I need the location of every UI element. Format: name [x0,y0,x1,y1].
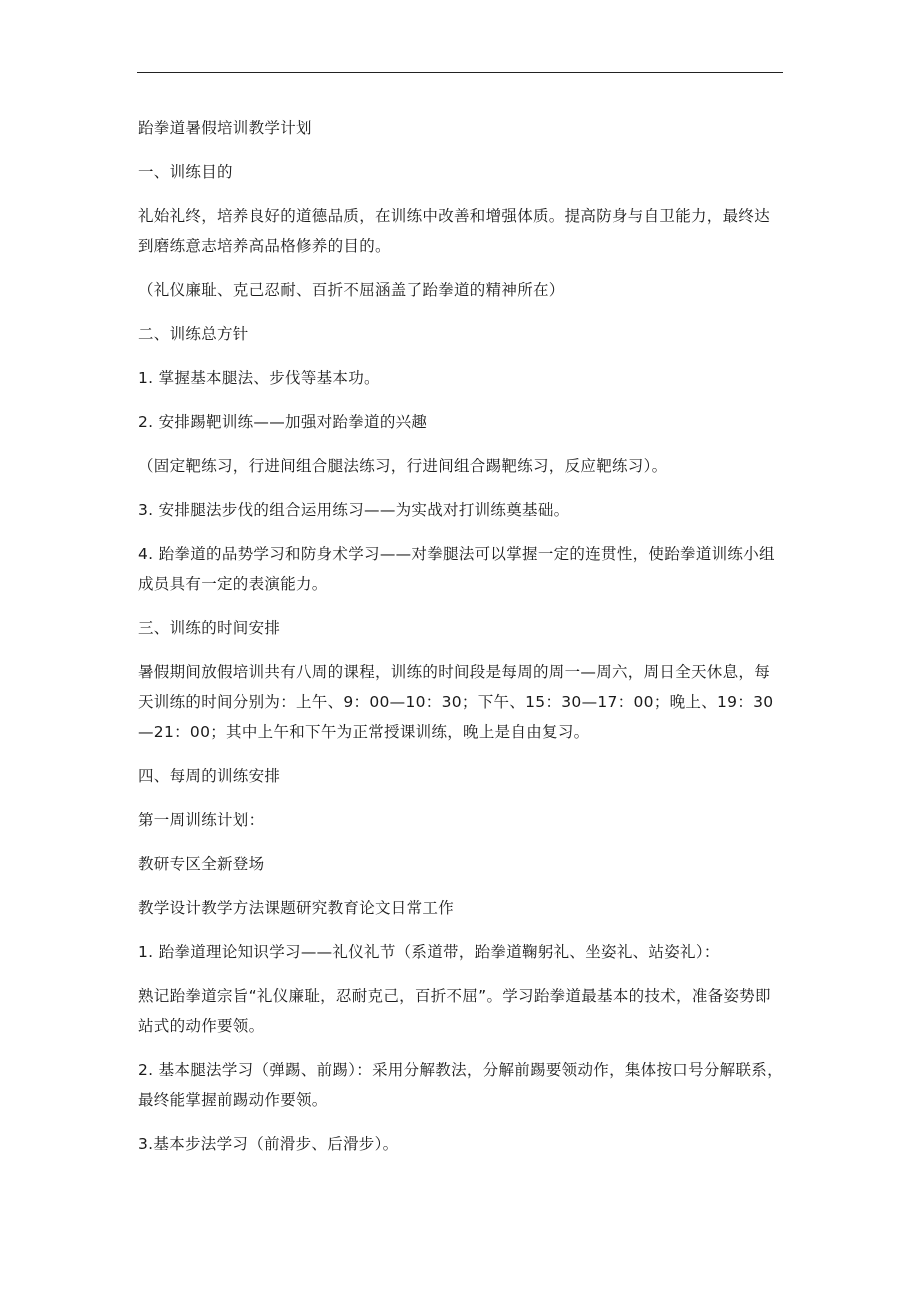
list-item: 3. 安排腿法步伐的组合运用练习——为实战对打训练奠基础。 [138,501,570,519]
section-heading-principles: 二、训练总方针 [138,325,249,343]
section-heading-schedule: 三、训练的时间安排 [138,619,281,637]
list-item: 3.基本步法学习（前滑步、后滑步）。 [138,1135,399,1153]
paragraph: 教研专区全新登场 [138,855,265,873]
list-item: 1. 跆拳道理论知识学习——礼仪礼节（系道带，跆拳道鞠躬礼、坐姿礼、站姿礼）： [138,943,720,961]
paragraph: 熟记跆拳道宗旨“礼仪廉耻，忍耐克己，百折不屈”。学习跆拳道最基本的技术，准备姿势即站式的动作要领。 [138,987,771,1035]
list-item: 2. 基本腿法学习（弹踢、前踢）：采用分解教法，分解前踢要领动作，集体按口号分解联系，最终能掌握前踢动作要领。 [138,1061,783,1109]
paragraph: 教学设计教学方法课题研究教育论文日常工作 [138,899,455,917]
section-heading-purpose: 一、训练目的 [138,163,233,181]
paragraph: 礼始礼终，培养良好的道德品质，在训练中改善和增强体质。提高防身与自卫能力，最终达到磨练意志培养高品格修养的目的。 [138,207,771,255]
paragraph: （礼仪廉耻、克己忍耐、百折不屈涵盖了跆拳道的精神所在） [138,281,565,299]
document-title: 跆拳道暑假培训教学计划 [138,119,312,137]
paragraph: 暑假期间放假培训共有八周的课程，训练的时间段是每周的周一—周六，周日全天休息，每天训练的时间分别为：上午、9：00—10：30；下午、15：30—17：00；晚上、19：30—21：00；其中上午和下午为正常授课训练，晚上是自由复习。 [138,663,774,741]
list-item: 4. 跆拳道的品势学习和防身术学习——对拳腿法可以掌握一定的连贯性，使跆拳道训练小组成员具有一定的表演能力。 [138,545,775,593]
section-heading-weekly: 四、每周的训练安排 [138,767,281,785]
paragraph: （固定靶练习，行进间组合腿法练习，行进间组合踢靶练习，反应靶练习）。 [138,457,668,475]
list-item: 2. 安排踢靶训练——加强对跆拳道的兴趣 [138,413,428,431]
paragraph: 第一周训练计划： [138,811,265,829]
header-rule [137,72,783,73]
document-body [138,113,784,1173]
list-item: 1. 掌握基本腿法、步伐等基本功。 [138,369,380,387]
